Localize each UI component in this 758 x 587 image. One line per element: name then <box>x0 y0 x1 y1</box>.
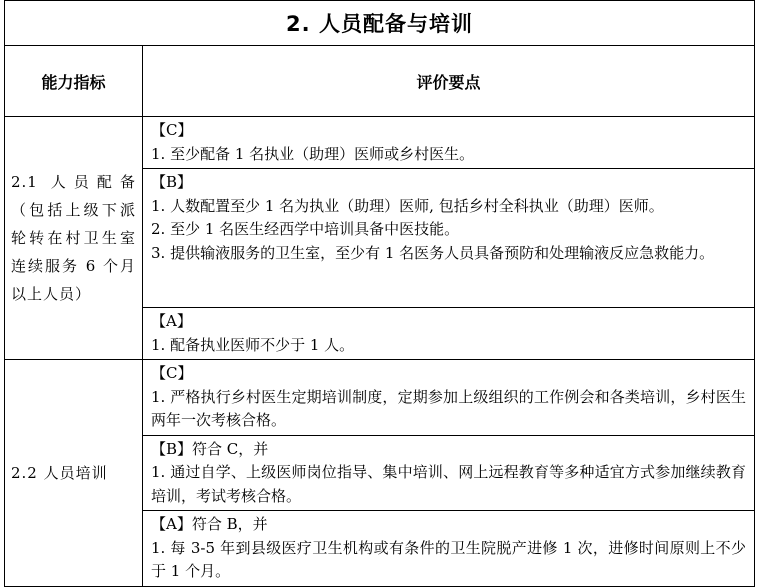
header-evaluation-points: 评价要点 <box>143 46 755 117</box>
evaluation-table <box>4 0 755 587</box>
level-tag: 【A】符合 B，并 <box>151 515 268 533</box>
level-c-training <box>143 360 755 436</box>
level-tag: 【B】 <box>151 173 193 191</box>
level-item: 1. 通过自学、上级医师岗位指导、集中培训、网上远程教育等多种适宜方式参加继续教育培训，考试考核合格。 <box>151 463 746 505</box>
level-a-training <box>143 511 755 587</box>
level-a-staffing <box>143 308 755 360</box>
section-title: 2. 人员配备与培训 <box>5 1 755 46</box>
level-b-staffing <box>143 169 755 308</box>
level-item: 1. 配备执业医师不少于 1 人。 <box>151 335 355 354</box>
level-tag: 【C】 <box>151 121 193 139</box>
header-indicator: 能力指标 <box>5 46 143 117</box>
level-item: 1. 人数配置至少 1 名为执业（助理）医师, 包括乡村全科执业（助理）医师。 <box>151 196 664 215</box>
level-item: 2. 至少 1 名医生经西学中培训具备中医技能。 <box>151 220 460 238</box>
level-item: 1. 严格执行乡村医生定期培训制度，定期参加上级组织的工作例会和各类培训，乡村医生两年一次考核合格。 <box>151 387 746 429</box>
level-item: 1. 至少配备 1 名执业（助理）医师或乡村医生。 <box>151 144 475 163</box>
level-tag: 【B】符合 C，并 <box>151 439 269 458</box>
level-item: 3. 提供输液服务的卫生室，至少有 1 名医务人员具备预防和处理输液反应急救能力。 <box>151 243 715 262</box>
level-item: 1. 每 3-5 年到县级医疗卫生机构或有条件的卫生院脱产进修 1 次，进修时间原则上不少于 1 个月。 <box>151 538 746 580</box>
level-tag: 【A】 <box>151 312 192 330</box>
indicator-training: 2.2 人员培训 <box>5 360 143 587</box>
level-tag: 【C】 <box>151 364 193 382</box>
level-b-training <box>143 435 755 511</box>
indicator-staffing: 2.1 人员配备（包括上级下派轮转在村卫生室连续服务 6 个月以上人员） <box>5 117 143 360</box>
level-c-staffing <box>143 117 755 169</box>
